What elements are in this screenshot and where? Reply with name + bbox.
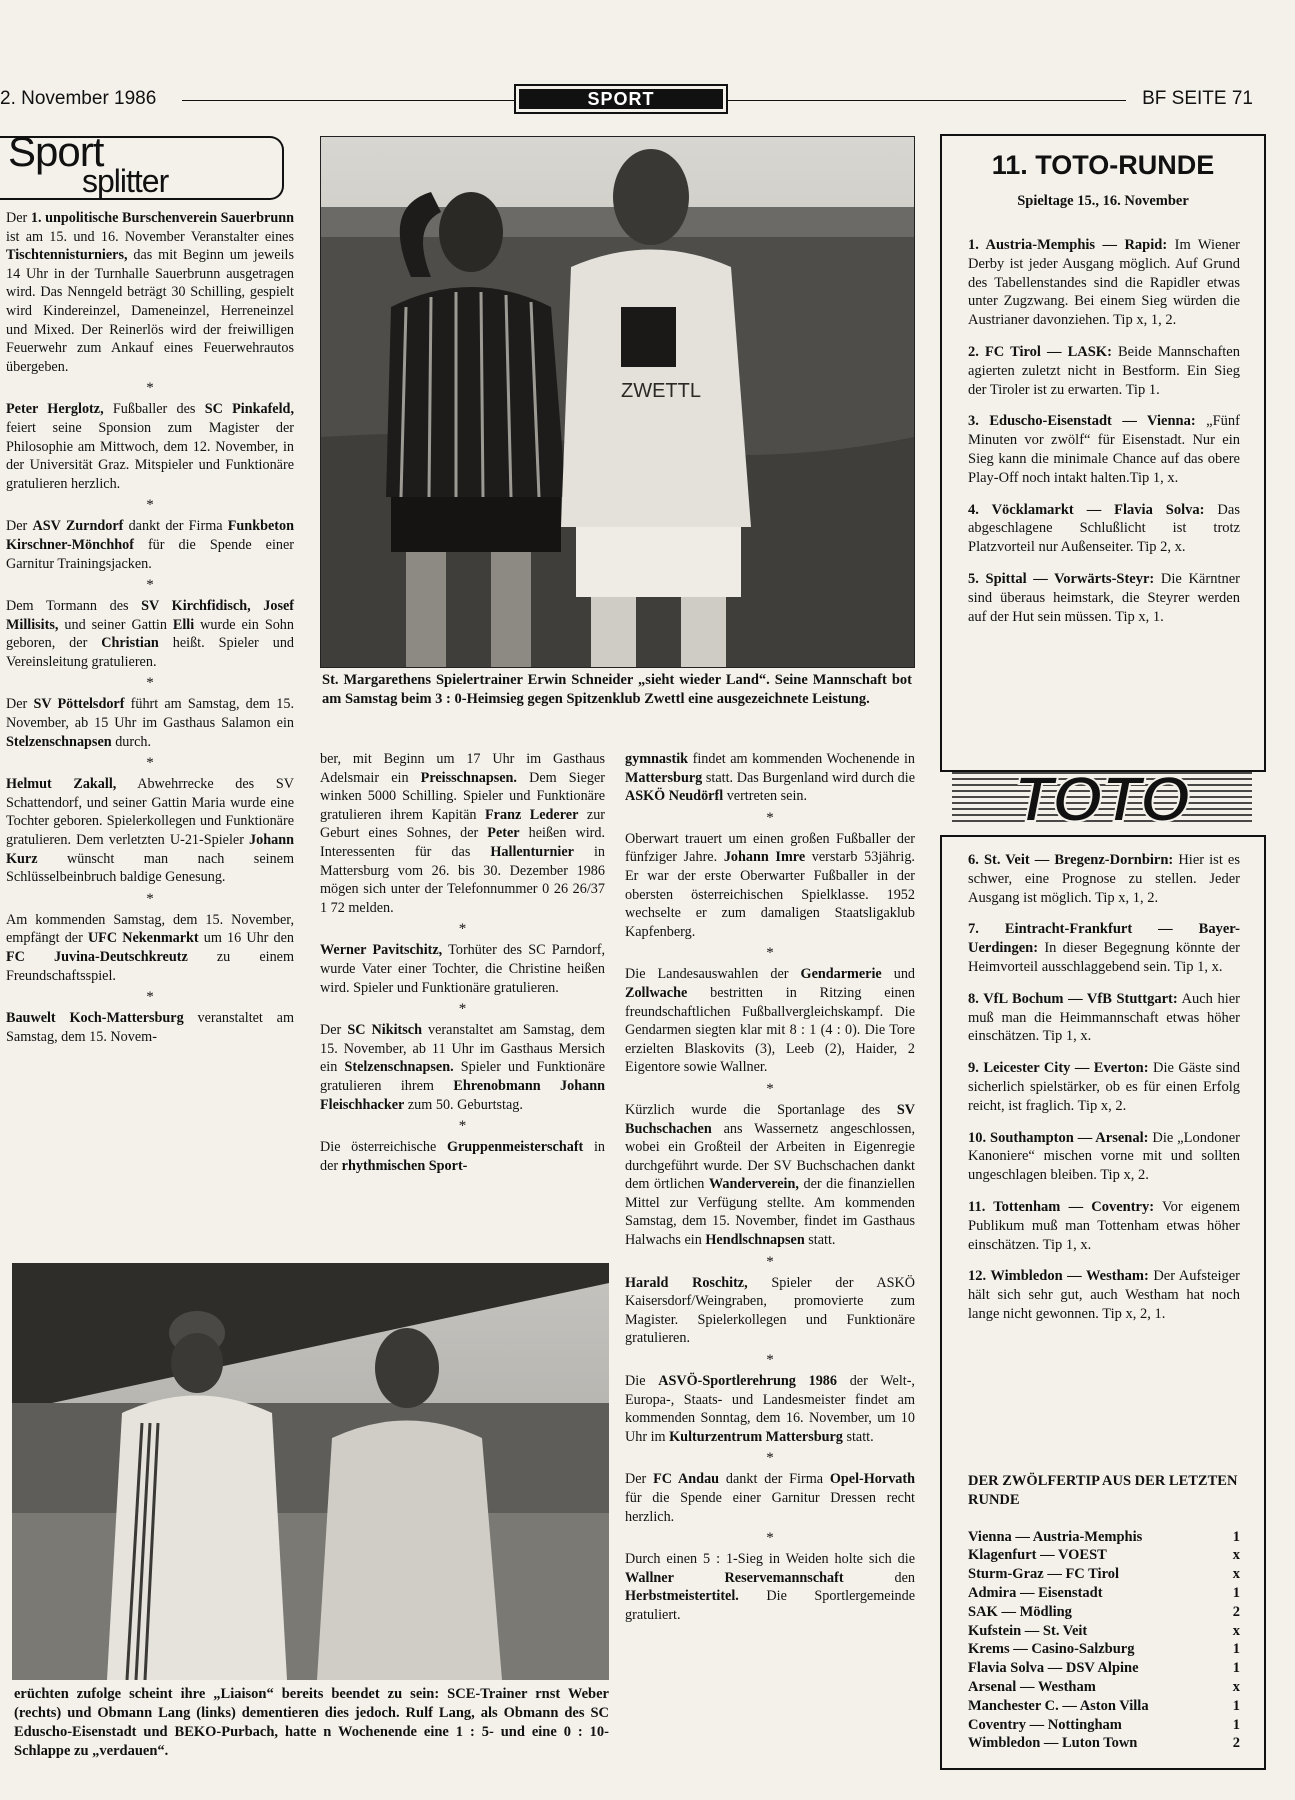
result-match: Klagenfurt — VOEST: [968, 1547, 1107, 1564]
toto-game-entry: 11. Tottenham — Coventry: Vor eigenem Publikum muß man Tottenham etwas höher einschätzen. Tip 1, x.: [968, 1198, 1240, 1253]
news-column-3: [625, 750, 915, 1628]
toto-games-list-1: [968, 236, 1240, 639]
news-column-1: [6, 209, 294, 1049]
section-label: SPORT: [519, 89, 723, 109]
result-row: [968, 1640, 1240, 1659]
result-tip: x: [1232, 1622, 1240, 1639]
result-tip: 1: [1232, 1660, 1240, 1677]
news-item: Der 1. unpolitische Burschenverein Sauerbrunn ist am 15. und 16. November Veranstalter eines Tischtennisturniers, das mit Beginn um jeweils 14 Uhr in der Turnhalle Sauerbrunn ausgetragen wird. Das Nenngeld beträgt 30 Schilling, gespielt wird Kindereinzel, Dameneinzel, Herreneinzel und Mixed. Der Reinerlös wird der freiwilligen Feuerwehr zum Ankauf eines Feuerwehrautos übergeben.: [6, 210, 294, 375]
result-row: [968, 1716, 1240, 1735]
result-match: Vienna — Austria-Memphis: [968, 1528, 1143, 1545]
news-item: Kürzlich wurde die Sportanlage des SV Buchschachen ans Wassernetz angeschlossen, wobei ein Großteil der Arbeiten in Eigenregie durchgeführt wurde. Der SV Buchschachen dankt dem örtlichen Wanderverein, der die finanziellen Mittel zur Verfügung stellte. Am kommenden Samstag, dem 15. November, findet im Gasthaus Halwachs ein Hendlschnapsen statt.: [625, 1101, 915, 1249]
separator-star: *: [458, 1118, 467, 1135]
news-item: Die Landesauswahlen der Gendarmerie und Zollwache bestritten in Ritzing einen freundschaftlichen Fußballvergleichskampf. Die Gendarmen siegten klar mit 8 : 1 (4 : 0). Die Tore erzielten Blaskovits (3), Leeb (2), Haider, 2 Eigentore sowie Wallner.: [625, 966, 916, 1076]
news-item: Die österreichische Gruppenmeisterschaft in der rhythmischen Sport-: [320, 1139, 605, 1174]
photo-football-players-image: [321, 137, 914, 667]
header-rule-right: [728, 100, 1126, 101]
separator-star: *: [766, 1080, 774, 1097]
result-match: Manchester C. — Aston Villa: [968, 1697, 1149, 1714]
news-item: Helmut Zakall, Abwehrrecke des SV Schattendorf, und seiner Gattin Maria wurde eine Tochter geboren. Spielerkollegen und Funktionäre gratulieren. Dem verletzten U-21-Spieler Johann Kurz wünscht man nach seinem Schlüsselbeinbruch baldige Genesung.: [6, 776, 294, 886]
separator-star: *: [766, 945, 774, 962]
photo-2-caption: erüchten zufolge scheint ihre „Liaison“ bereits beendet zu sein: SCE-Trainer rnst Weber (rechts) und Obmann Lang (links) dementieren dies jedoch. Rulf Lang, als Obmann des SC Eduscho-Eisenstadt und BEKO-Purbach, hatte n Wochenende eine 1 : 5- und eine 0 : 10-Schlappe zu „verdauen“.: [14, 1686, 609, 1759]
result-row: [968, 1697, 1240, 1716]
separator-star: *: [146, 497, 154, 514]
result-row: [968, 1603, 1240, 1622]
page-number: BF SEITE 71: [1142, 88, 1253, 109]
photo-football-players: [320, 136, 915, 668]
news-item: gymnastik findet am kommenden Wochenende in Mattersburg statt. Das Burgenland wird durch die ASKÖ Neudörfl vertreten sein.: [625, 751, 915, 805]
separator-star: *: [766, 1253, 774, 1270]
toto-logo-graphic: [952, 765, 1252, 827]
last-round-results: [968, 1472, 1240, 1753]
result-match: Wimbledon — Luton Town: [968, 1735, 1138, 1752]
toto-round-box: [940, 134, 1266, 772]
result-row: [968, 1528, 1240, 1547]
result-tip: x: [1232, 1678, 1240, 1695]
last-round-results-rows: [968, 1528, 1240, 1754]
section-label-box: [514, 84, 728, 114]
separator-star: *: [146, 989, 154, 1006]
result-match: Coventry — Nottingham: [968, 1716, 1122, 1733]
toto-game-entry: 2. FC Tirol — LASK: Beide Mannschaften agierten zuletzt nicht in Bestform. Ein Sieg der Tiroler ist zu erwarten. Tip 1.: [968, 343, 1240, 398]
toto-round-subtitle: Spieltage 15., 16. November: [1017, 193, 1189, 209]
toto-game-entry: 5. Spittal — Vorwärts-Steyr: Die Kärntner sind überaus heimstark, die Steyrer werden auf der Hut sein müssen. Tip x, 1.: [968, 570, 1240, 625]
news-column-2: [320, 750, 605, 1178]
result-tip: 1: [1232, 1528, 1240, 1545]
result-row: [968, 1678, 1240, 1697]
separator-star: *: [146, 890, 154, 907]
toto-game-entry: 12. Wimbledon — Westham: Der Aufsteiger hält sich sehr gut, auch Westham hat noch lange nicht gewonnen. Tip x, 2, 1.: [968, 1268, 1241, 1322]
result-tip: 2: [1232, 1603, 1240, 1620]
news-item: Oberwart trauert um einen großen Fußballer der fünfziger Jahre. Johann Imre verstarb 53jährig. Er war der erste Oberwarter Fußballer in der obersten österreichischen Spielklasse. 1952 wechselte er zum damaligen Staatsligaklub Kapfenberg.: [625, 830, 915, 940]
result-match: Admira — Eisenstadt: [968, 1584, 1103, 1601]
news-item: Der ASV Zurndorf dankt der Firma Funkbeton Kirschner-Mönchhof für die Spende einer Garnitur Trainingsjacken.: [6, 518, 294, 572]
news-item: Der FC Andau dankt der Firma Opel-Horvath für die Spende einer Garnitur Dressen recht herzlich.: [625, 1471, 915, 1525]
separator-star: *: [766, 809, 774, 826]
result-match: Flavia Solva — DSV Alpine: [968, 1660, 1139, 1677]
result-tip: 1: [1232, 1697, 1240, 1714]
toto-logo-text: TOTO: [1014, 765, 1190, 827]
toto-game-entry: 3. Eduscho-Eisenstadt — Vienna: „Fünf Minuten vor zwölf“ für Eisenstadt. Nur ein Sieg kann die minimale Chance auf das obere Play-Off noch intakt halten.Tip 1, x.: [968, 413, 1240, 486]
result-row: [968, 1584, 1240, 1603]
toto-game-entry: 6. St. Veit — Bregenz-Dornbirn: Hier ist es schwer, eine Prognose zu stellen. Jeder Ausgang ist möglich. Tip x, 1, 2.: [968, 852, 1240, 906]
result-tip: x: [1232, 1566, 1240, 1583]
result-match: SAK — Mödling: [968, 1603, 1072, 1620]
result-row: [968, 1622, 1240, 1641]
news-item: Peter Herglotz, Fußballer des SC Pinkafeld, feiert seine Sponsion zum Magister der Philosophie am Mittwoch, dem 12. November, in der Universität Graz. Mitspieler und Funktionäre gratulieren herzlich.: [6, 401, 294, 492]
news-item: Der SC Nikitsch veranstaltet am Samstag, dem 15. November, ab 11 Uhr im Gasthaus Mersich ein Stelzenschnapsen. Spieler und Funktionäre gratulieren ihrem Ehrenobmann Johann Fleischhacker zum 50. Geburtstag.: [320, 1022, 605, 1113]
news-item: Harald Roschitz, Spieler der ASKÖ Kaisersdorf/Weingraben, promovierte zum Magister. Spielerkollegen und Funktionäre gratulieren.: [625, 1274, 915, 1347]
toto-game-entry: 7. Eintracht-Frankfurt — Bayer-Uerdingen: In dieser Begegnung könnte der Heimvorteil ausschlaggebend sein. Tip 1, x.: [968, 921, 1240, 975]
toto-games-list-2: [968, 851, 1240, 1337]
result-match: Sturm-Graz — FC Tirol: [968, 1566, 1120, 1583]
toto-tips-box: [940, 835, 1266, 1770]
toto-game-entry: 10. Southampton — Arsenal: Die „Londoner Kanoniere“ mischen vorne mit und sollten ungeschlagen bleiben. Tip x, 2.: [968, 1129, 1240, 1184]
photo-1-caption: St. Margarethens Spielertrainer Erwin Schneider „sieht wieder Land“. Seine Mannschaft bot am Samstag beim 3 : 0-Heimsieg gegen Spitzenklub Zwettl eine ausgezeichnete Leistung.: [322, 672, 912, 707]
separator-star: *: [766, 1530, 774, 1547]
separator-star: *: [146, 577, 154, 594]
result-tip: 2: [1232, 1735, 1240, 1752]
photo-trainer-and-chairman-image: [12, 1263, 609, 1680]
toto-round-title: 11. TOTO-RUNDE: [991, 150, 1215, 180]
toto-game-entry: 4. Vöcklamarkt — Flavia Solva: Das abgeschlagene Schlußlicht ist trotz Platzvorteil nur Außenseiter. Tip 2, x.: [968, 501, 1240, 556]
separator-star: *: [458, 921, 467, 938]
sportsplitter-logo: [0, 128, 288, 202]
news-item: Dem Tormann des SV Kirchfidisch, Josef Millisits, und seiner Gattin Elli wurde ein Sohn geboren, der Christian heißt. Spieler und Vereinsleitung gratulieren.: [6, 598, 295, 670]
toto-game-entry: 9. Leicester City — Everton: Die Gäste sind sicherlich spielstärker, ob es für einen Erfolg reicht, ist fraglich. Tip x, 2.: [968, 1060, 1240, 1114]
photo-trainer-and-chairman: [12, 1263, 609, 1680]
news-item: Die ASVÖ-Sportlerehrung 1986 der Welt-, Europa-, Staats- und Landesmeister findet am kommenden Sonntag, dem 16. November, um 10 Uhr im Kulturzentrum Mattersburg statt.: [625, 1373, 915, 1445]
result-row: [968, 1734, 1240, 1753]
news-item: Der SV Pöttelsdorf führt am Samstag, dem 15. November, ab 15 Uhr im Gasthaus Salamon ein Stelzenschnapsen durch.: [6, 696, 294, 750]
last-round-title: DER ZWÖLFERTIP AUS DER LETZTEN RUNDE: [968, 1473, 1238, 1508]
news-item: Durch einen 5 : 1-Sieg in Weiden holte sich die Wallner Reservemannschaft den Herbstmeistertitel. Die Sportlergemeinde gratuliert.: [625, 1551, 915, 1623]
issue-date: 2. November 1986: [0, 88, 157, 109]
result-match: Arsenal — Westham: [968, 1678, 1096, 1695]
result-row: [968, 1546, 1240, 1565]
news-item: Am kommenden Samstag, dem 15. November, empfängt der UFC Nekenmarkt um 16 Uhr den FC Juvina-Deutschkreutz zu einem Freundschaftsspiel.: [6, 911, 294, 984]
result-row: [968, 1565, 1240, 1584]
separator-star: *: [146, 380, 154, 397]
svg-text:ZWETTL: ZWETTL: [621, 380, 701, 402]
news-item: Werner Pavitschitz, Torhüter des SC Parndorf, wurde Vater einer Tochter, die Christine heißen wird. Spieler und Funktionäre gratulieren.: [320, 942, 605, 996]
result-tip: 1: [1232, 1584, 1240, 1601]
sportsplitter-logo-bottom: splitter: [82, 163, 169, 199]
toto-game-entry: 1. Austria-Memphis — Rapid: Im Wiener Derby ist jeder Ausgang möglich. Auf Grund des Tabellenstandes sind die Rapidler etwas unter Zugzwang. Bei einem Sieg würden die Austrianer davonziehen. Tip x, 1, 2.: [968, 237, 1240, 329]
sportsplitter-logo-top: Sport: [8, 128, 104, 175]
news-item: ber, mit Beginn um 17 Uhr im Gasthaus Adelsmair ein Preisschnapsen. Dem Sieger winken 5000 Schilling. Spieler und Funktionäre gratulieren ihrem Kapitän Franz Lederer zur Geburt eines Sohnes, der Peter heißen wird. Interessenten für das Hallenturnier in Mattersburg vom 26. bis 30. Dezember 1986 mögen sich unter der Telefonnummer 0 26 26/37 1 72 melden.: [320, 751, 606, 916]
header-rule-left: [182, 100, 514, 101]
toto-logo: [952, 765, 1252, 827]
separator-star: *: [766, 1450, 774, 1467]
result-tip: 1: [1232, 1716, 1240, 1733]
result-row: [968, 1659, 1240, 1678]
news-item: Bauwelt Koch-Mattersburg veranstaltet am Samstag, dem 15. Novem-: [6, 1010, 294, 1045]
result-tip: 1: [1232, 1641, 1240, 1658]
result-tip: x: [1232, 1547, 1240, 1564]
separator-star: *: [458, 1001, 467, 1018]
separator-star: *: [146, 755, 154, 772]
toto-game-entry: 8. VfL Bochum — VfB Stuttgart: Auch hier muß man die Heimmannschaft etwas höher einschätzen. Tip 1, x.: [968, 990, 1241, 1045]
result-match: Kufstein — St. Veit: [968, 1622, 1088, 1639]
separator-star: *: [146, 675, 154, 692]
result-match: Krems — Casino-Salzburg: [968, 1641, 1135, 1658]
separator-star: *: [766, 1352, 774, 1369]
